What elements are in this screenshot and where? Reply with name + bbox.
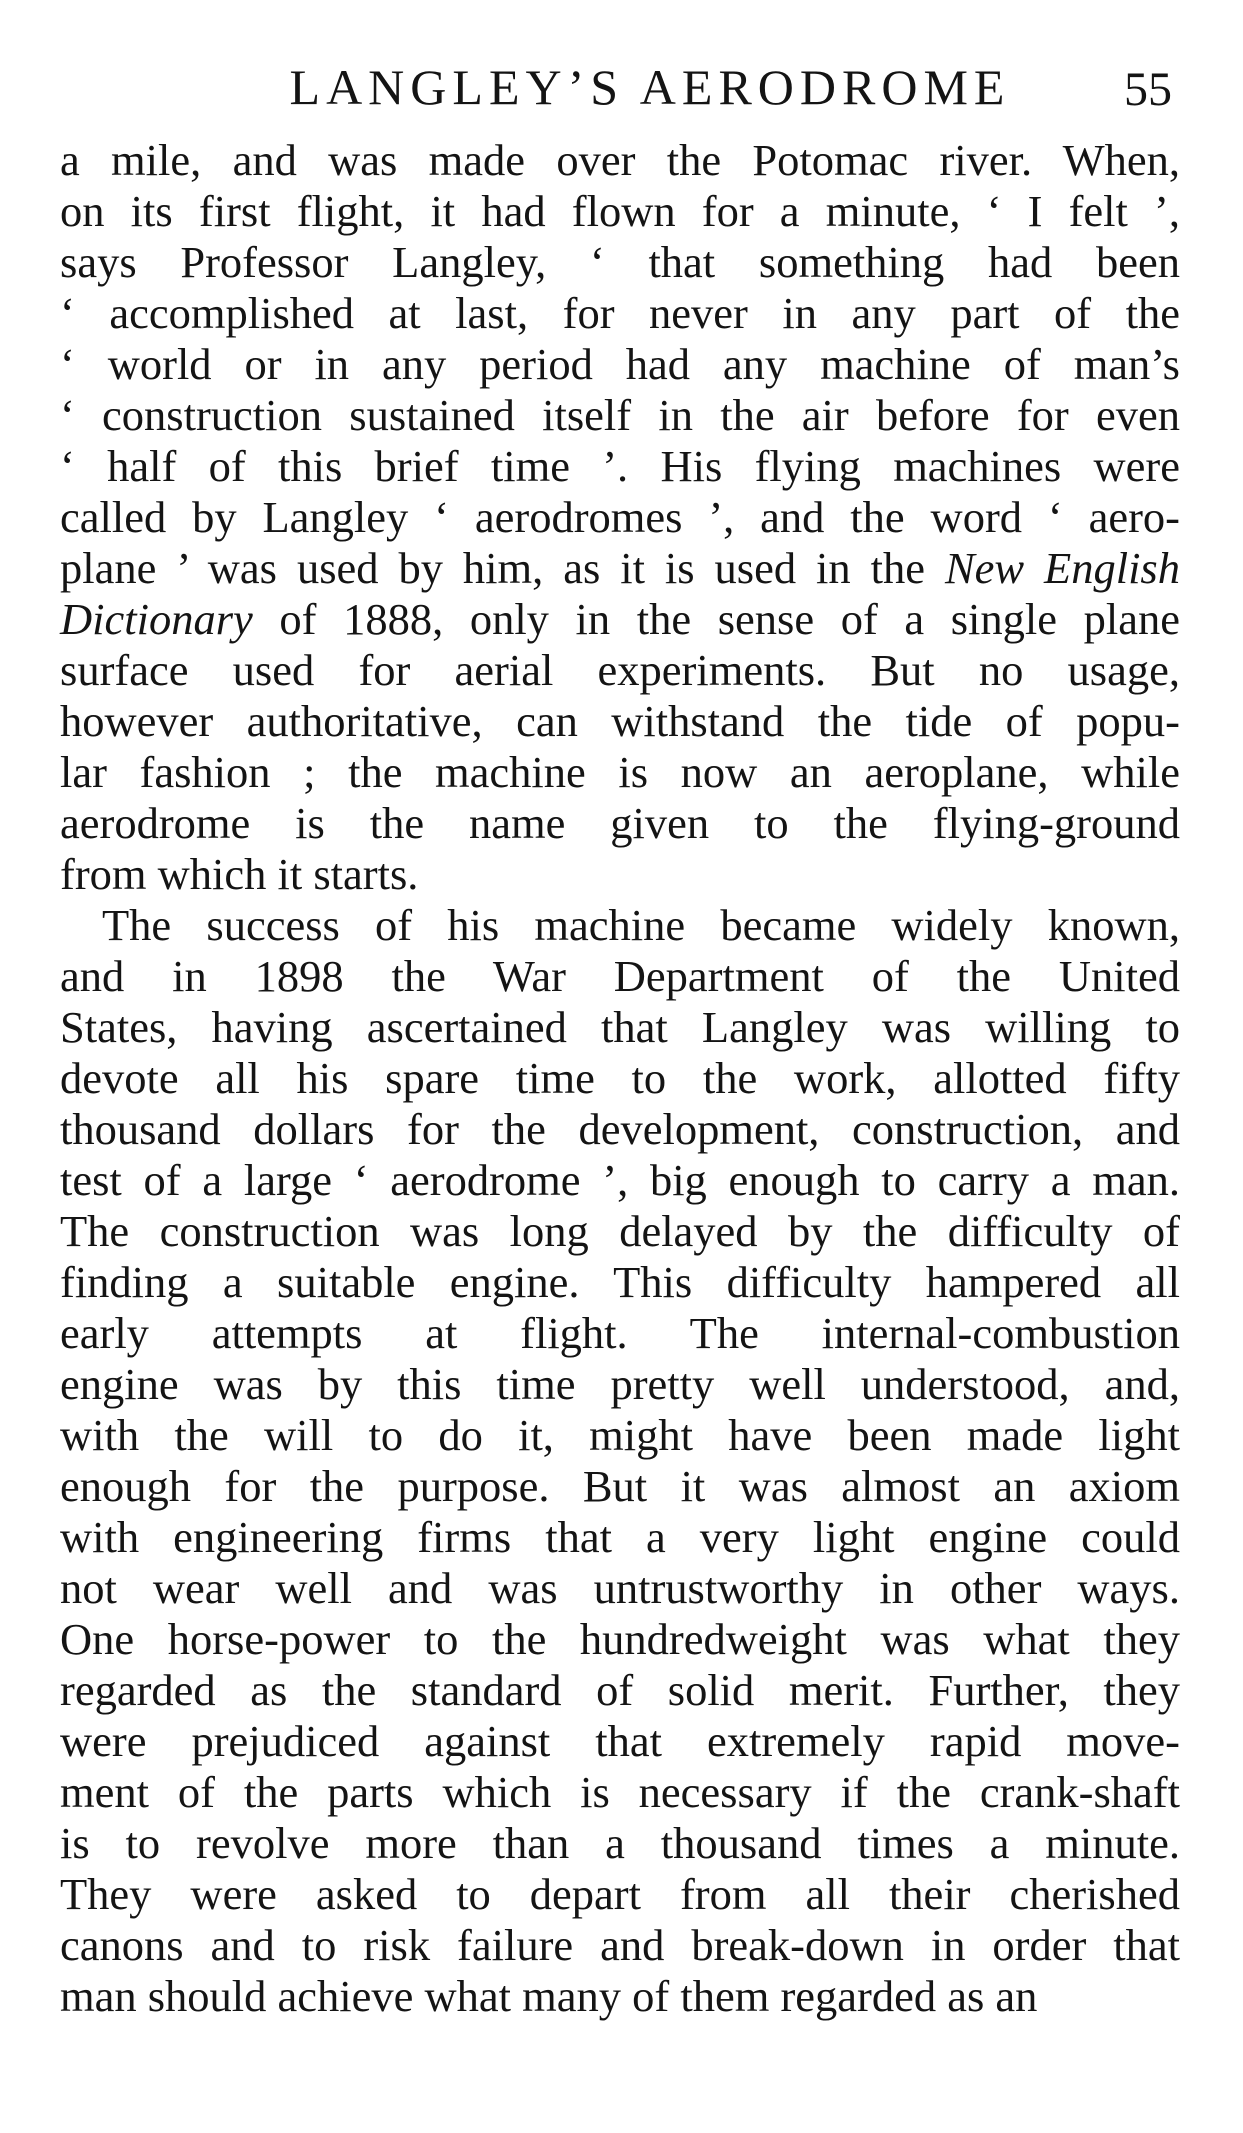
text-run: test of a large ‘ aerodrome ’, big enough to carry a man.	[60, 1155, 1180, 1205]
text-run: ‘ accomplished at last, for never in any part of the	[60, 288, 1180, 338]
running-head	[60, 58, 1180, 118]
text-line	[60, 1920, 1180, 1971]
paragraph	[60, 900, 1180, 2022]
text-line	[60, 1053, 1180, 1104]
text-run: surface used for aerial experiments. But no usage,	[60, 645, 1180, 695]
text-run: States, having ascertained that Langley was willing to	[60, 1002, 1180, 1052]
text-line	[60, 390, 1180, 441]
text-line	[60, 951, 1180, 1002]
text-line	[60, 1716, 1180, 1767]
text-run: devote all his spare time to the work, allotted fifty	[60, 1053, 1180, 1103]
text-run: finding a suitable engine. This difficulty hampered all	[60, 1257, 1180, 1307]
text-run: ‘ world or in any period had any machine of man’s	[60, 339, 1180, 389]
text-line	[60, 1104, 1180, 1155]
text-run: One horse-power to the hundredweight was what they	[60, 1614, 1180, 1664]
text-line	[60, 1512, 1180, 1563]
text-line	[60, 543, 1180, 594]
text-run: with the will to do it, might have been made light	[60, 1410, 1180, 1460]
text-line	[60, 288, 1180, 339]
italic-text: New English	[944, 543, 1180, 593]
italic-text: Dictionary	[60, 594, 253, 644]
text-line	[60, 1359, 1180, 1410]
text-line	[60, 1869, 1180, 1920]
text-run: canons and to risk failure and break-down in order that	[60, 1920, 1180, 1970]
text-line	[60, 1206, 1180, 1257]
text-run: a mile, and was made over the Potomac river. When,	[60, 135, 1180, 185]
text-run: ‘ construction sustained itself in the air before for even	[60, 390, 1180, 440]
text-line	[60, 1971, 1180, 2022]
text-run: The construction was long delayed by the difficulty of	[60, 1206, 1180, 1256]
text-run: with engineering firms that a very light engine could	[60, 1512, 1180, 1562]
text-run: is to revolve more than a thousand times a minute.	[60, 1818, 1180, 1868]
text-line	[60, 441, 1180, 492]
text-line	[60, 1155, 1180, 1206]
text-run: not wear well and was untrustworthy in other ways.	[60, 1563, 1180, 1613]
text-run: enough for the purpose. But it was almost an axiom	[60, 1461, 1180, 1511]
text-line	[60, 1614, 1180, 1665]
text-line	[60, 798, 1180, 849]
text-line	[60, 1308, 1180, 1359]
text-run: of 1888, only in the sense of a single plane	[252, 594, 1180, 644]
text-line	[60, 645, 1180, 696]
text-run: early attempts at flight. The internal-combustion	[60, 1308, 1180, 1358]
text-line	[60, 1665, 1180, 1716]
text-line	[60, 186, 1180, 237]
text-line	[60, 135, 1180, 186]
text-line	[60, 900, 1180, 951]
text-run: plane ’ was used by him, as it is used in the	[60, 543, 945, 593]
text-run: on its first flight, it had flown for a minute, ‘ I felt ’,	[60, 186, 1180, 236]
text-line	[60, 1461, 1180, 1512]
text-line	[60, 849, 1180, 900]
text-line	[60, 1002, 1180, 1053]
paragraph	[60, 135, 1180, 900]
text-run: man should achieve what many of them regarded as an	[60, 1971, 1038, 2021]
text-line	[60, 1767, 1180, 1818]
text-run: ment of the parts which is necessary if the crank-shaft	[60, 1767, 1180, 1817]
body-text	[60, 135, 1180, 2022]
text-run: called by Langley ‘ aerodromes ’, and the word ‘ aero-	[60, 492, 1180, 542]
text-line	[60, 1257, 1180, 1308]
text-line	[60, 237, 1180, 288]
text-line	[60, 1818, 1180, 1869]
text-line	[60, 1563, 1180, 1614]
text-line	[60, 594, 1180, 645]
text-run: says Professor Langley, ‘ that something had been	[60, 237, 1180, 287]
page-number: 55	[1124, 63, 1172, 116]
text-line	[60, 1410, 1180, 1461]
text-run: regarded as the standard of solid merit. Further, they	[60, 1665, 1180, 1715]
text-run: engine was by this time pretty well understood, and,	[60, 1359, 1180, 1409]
text-run: aerodrome is the name given to the flying-ground	[60, 798, 1180, 848]
running-title: LANGLEY’S AERODROME	[289, 59, 1011, 115]
text-line	[60, 696, 1180, 747]
text-run: ‘ half of this brief time ’. His flying machines were	[60, 441, 1180, 491]
text-run: They were asked to depart from all their cherished	[60, 1869, 1180, 1919]
text-line	[60, 492, 1180, 543]
text-run: were prejudiced against that extremely rapid move-	[60, 1716, 1180, 1766]
text-run: thousand dollars for the development, construction, and	[60, 1104, 1180, 1154]
text-run: lar fashion ; the machine is now an aeroplane, while	[60, 747, 1180, 797]
text-line	[60, 339, 1180, 390]
text-run: from which it starts.	[60, 849, 419, 899]
text-run: and in 1898 the War Department of the United	[60, 951, 1180, 1001]
text-run: however authoritative, can withstand the tide of popu-	[60, 696, 1180, 746]
text-line	[60, 747, 1180, 798]
text-run: The success of his machine became widely known,	[102, 900, 1180, 950]
